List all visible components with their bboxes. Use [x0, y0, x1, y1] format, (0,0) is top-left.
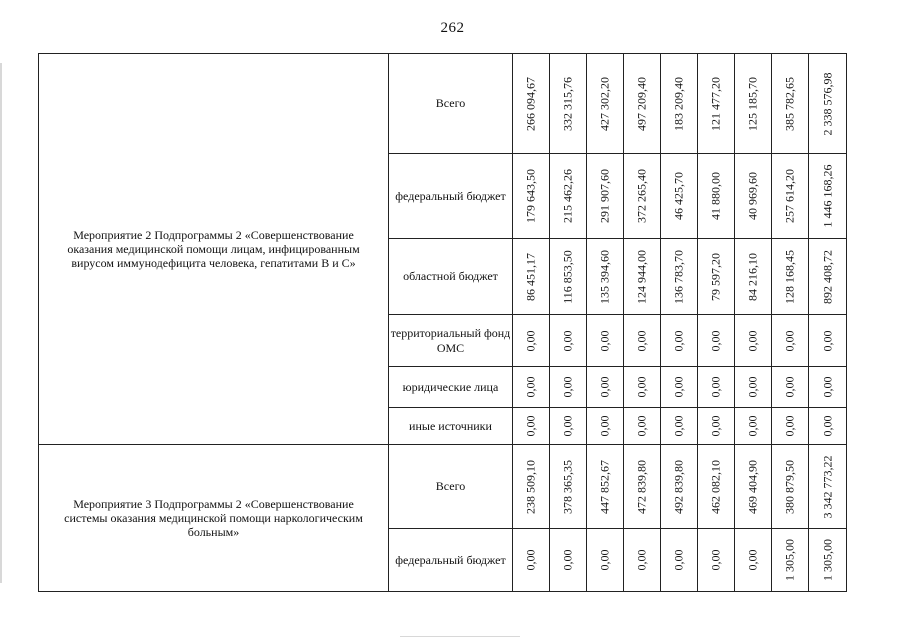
value-text: 472 839,80 [634, 459, 649, 514]
value-cell [661, 445, 698, 529]
value-cell [587, 315, 624, 367]
value-text: 0,00 [523, 376, 538, 398]
value-text: 0,00 [634, 376, 649, 398]
value-text: 372 265,40 [634, 169, 649, 223]
value-text: 0,00 [523, 330, 538, 351]
value-cell [661, 529, 698, 592]
value-text: 892 408,72 [820, 249, 834, 304]
value-text: 462 082,10 [708, 459, 723, 514]
value-text: 0,00 [708, 549, 723, 571]
value-cell [661, 239, 698, 315]
value-cell [809, 239, 847, 315]
value-text: 1 305,00 [782, 539, 797, 581]
value-cell [772, 445, 809, 529]
value-cell [735, 154, 772, 239]
value-text: 116 853,50 [560, 249, 575, 304]
value-cell [809, 529, 847, 592]
value-text: 86 451,17 [523, 252, 538, 301]
funding-source-cell: федеральный бюджет [389, 529, 513, 592]
value-text: 0,00 [597, 415, 612, 437]
value-cell [809, 408, 847, 445]
activity-cell [39, 445, 389, 592]
value-text: 492 839,80 [671, 459, 686, 514]
value-text: 0,00 [820, 376, 834, 398]
value-cell [550, 529, 587, 592]
value-cell [809, 367, 847, 408]
value-cell [587, 367, 624, 408]
activity-title: Мероприятие 2 Подпрограммы 2 «Совершенствование оказания медицинской помощи лицам, инфицированным вирусом иммунодефицита человека, гепатитами В и С» [67, 228, 360, 270]
value-text: 0,00 [708, 330, 723, 351]
value-cell [624, 315, 661, 367]
value-cell [809, 315, 847, 367]
value-text: 84 216,10 [745, 252, 760, 301]
value-cell [809, 445, 847, 529]
value-text: 0,00 [708, 415, 723, 437]
funding-source-cell: федеральный бюджет [389, 154, 513, 239]
value-cell [772, 367, 809, 408]
value-cell [735, 315, 772, 367]
value-text: 332 315,76 [560, 76, 575, 131]
value-cell [624, 367, 661, 408]
value-text: 385 782,65 [782, 76, 797, 131]
value-text: 497 209,40 [634, 76, 649, 131]
value-text: 378 365,35 [560, 459, 575, 514]
value-text: 238 509,10 [523, 459, 538, 514]
value-cell [513, 315, 550, 367]
scan-artifact-line [0, 63, 2, 583]
value-cell [550, 445, 587, 529]
value-cell [624, 529, 661, 592]
scan-artifact-line [400, 636, 520, 637]
value-text: 0,00 [560, 549, 575, 571]
value-cell [550, 239, 587, 315]
value-cell [809, 154, 847, 239]
value-cell [661, 154, 698, 239]
funding-source-cell: юридические лица [389, 367, 513, 408]
value-cell [550, 154, 587, 239]
value-text: 257 614,20 [782, 169, 797, 223]
value-text: 1 446 168,26 [820, 164, 834, 228]
value-text: 0,00 [671, 330, 686, 351]
value-text: 41 880,00 [708, 172, 723, 220]
value-text: 0,00 [745, 376, 760, 398]
table-row [39, 54, 847, 154]
value-cell [513, 54, 550, 154]
value-text: 469 404,90 [745, 459, 760, 514]
value-text: 215 462,26 [560, 169, 575, 223]
value-text: 0,00 [708, 376, 723, 398]
value-cell [550, 315, 587, 367]
value-cell [772, 239, 809, 315]
value-text: 0,00 [523, 415, 538, 437]
value-cell [698, 408, 735, 445]
value-cell [735, 54, 772, 154]
value-text: 380 879,50 [782, 459, 797, 514]
value-cell [513, 529, 550, 592]
value-text: 0,00 [782, 376, 797, 398]
value-text: 447 852,67 [597, 459, 612, 514]
value-cell [624, 54, 661, 154]
page-number: 262 [440, 20, 465, 36]
value-text: 0,00 [597, 549, 612, 571]
value-text: 0,00 [782, 415, 797, 437]
value-text: 0,00 [671, 415, 686, 437]
value-text: 40 969,60 [745, 172, 760, 220]
value-cell [513, 445, 550, 529]
value-cell [513, 367, 550, 408]
value-text: 0,00 [671, 376, 686, 398]
funding-source-cell: Всего [389, 445, 513, 529]
value-cell [513, 239, 550, 315]
value-cell [735, 529, 772, 592]
value-cell [698, 445, 735, 529]
value-text: 0,00 [782, 330, 797, 351]
value-text: 427 302,20 [597, 76, 612, 131]
value-cell [550, 367, 587, 408]
value-text: 0,00 [523, 549, 538, 571]
value-cell [698, 154, 735, 239]
value-cell [624, 239, 661, 315]
value-cell [661, 408, 698, 445]
value-text: 179 643,50 [523, 169, 538, 223]
value-cell [698, 367, 735, 408]
value-cell [735, 239, 772, 315]
funding-source-cell: иные источники [389, 408, 513, 445]
value-text: 0,00 [820, 330, 834, 351]
value-cell [772, 408, 809, 445]
value-text: 125 185,70 [745, 76, 760, 131]
funding-source-cell: территориальный фонд ОМС [389, 315, 513, 367]
value-cell [587, 529, 624, 592]
value-cell [661, 315, 698, 367]
value-cell [624, 154, 661, 239]
activity-cell [39, 54, 389, 445]
value-cell [809, 54, 847, 154]
value-text: 0,00 [597, 376, 612, 398]
value-cell [587, 154, 624, 239]
value-cell [624, 408, 661, 445]
value-text: 46 425,70 [671, 172, 686, 220]
value-cell [587, 54, 624, 154]
value-text: 0,00 [745, 549, 760, 571]
value-cell [698, 239, 735, 315]
value-cell [772, 154, 809, 239]
value-text: 1 305,00 [820, 539, 834, 581]
value-text: 128 168,45 [782, 249, 797, 304]
value-text: 183 209,40 [671, 76, 686, 131]
value-cell [698, 54, 735, 154]
value-cell [513, 408, 550, 445]
value-cell [735, 408, 772, 445]
value-cell [587, 239, 624, 315]
value-text: 0,00 [745, 415, 760, 437]
value-text: 0,00 [634, 415, 649, 437]
funding-source-cell: областной бюджет [389, 239, 513, 315]
value-cell [772, 315, 809, 367]
value-text: 0,00 [597, 330, 612, 351]
value-cell [587, 408, 624, 445]
value-text: 79 597,20 [708, 252, 723, 301]
value-text: 0,00 [560, 376, 575, 398]
value-text: 291 907,60 [597, 169, 612, 223]
value-cell [624, 445, 661, 529]
value-cell [587, 445, 624, 529]
value-text: 0,00 [634, 549, 649, 571]
value-text: 0,00 [745, 330, 760, 351]
value-cell [698, 315, 735, 367]
value-text: 3 342 773,22 [820, 455, 834, 518]
value-text: 0,00 [671, 549, 686, 571]
value-cell [772, 54, 809, 154]
value-cell [513, 154, 550, 239]
value-cell [550, 54, 587, 154]
value-text: 2 338 576,98 [820, 72, 834, 135]
funding-source-cell: Всего [389, 54, 513, 154]
value-cell [735, 367, 772, 408]
value-cell [661, 54, 698, 154]
value-text: 0,00 [820, 415, 834, 437]
value-text: 0,00 [560, 415, 575, 437]
budget-table [38, 53, 847, 592]
value-text: 124 944,00 [634, 249, 649, 304]
activity-title: Мероприятие 3 Подпрограммы 2 «Совершенствование системы оказания медицинской помощи наркологическим больным» [64, 497, 363, 539]
value-cell [550, 408, 587, 445]
value-text: 121 477,20 [708, 76, 723, 131]
value-text: 135 394,60 [597, 249, 612, 304]
value-cell [735, 445, 772, 529]
value-cell [772, 529, 809, 592]
value-text: 136 783,70 [671, 249, 686, 304]
table-row [39, 445, 847, 529]
value-text: 0,00 [634, 330, 649, 351]
value-text: 266 094,67 [523, 76, 538, 131]
value-cell [661, 367, 698, 408]
value-text: 0,00 [560, 330, 575, 351]
value-cell [698, 529, 735, 592]
